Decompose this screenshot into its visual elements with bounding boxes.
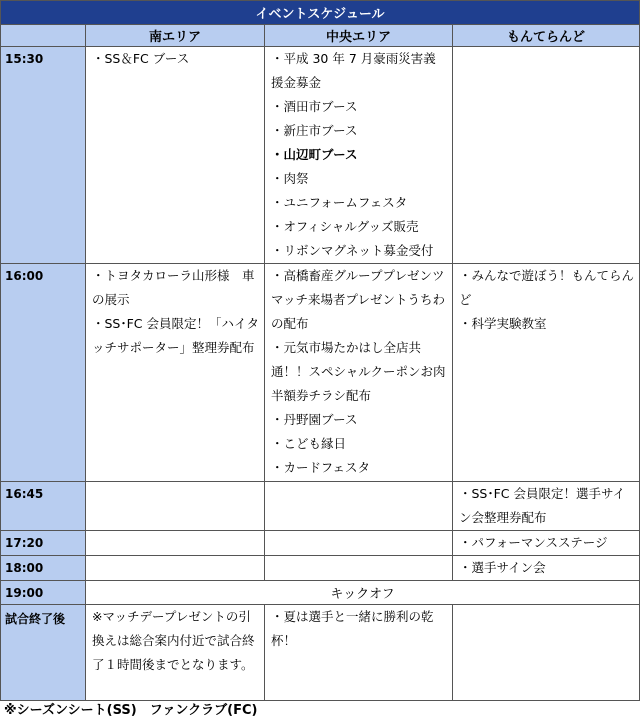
event-item: ・SS･FC 会員限定！「ハイタッチサポーター」整理券配布 bbox=[92, 316, 260, 355]
cell-minami bbox=[86, 605, 265, 701]
cell-monte bbox=[453, 47, 640, 264]
event-item: ・リボンマグネット募金受付 bbox=[271, 243, 434, 258]
header-minami: 南エリア bbox=[86, 25, 265, 47]
schedule-row bbox=[1, 581, 640, 605]
cell-chuo bbox=[265, 264, 453, 482]
cell-minami bbox=[86, 482, 265, 531]
schedule-row bbox=[1, 531, 640, 556]
event-item: ・トヨタカローラ山形様 車の展示 bbox=[92, 268, 255, 307]
event-item: ・酒田市ブース bbox=[271, 99, 358, 114]
event-item: ・新庄市ブース bbox=[271, 123, 358, 138]
time-cell: 19:00 bbox=[1, 581, 86, 605]
cell-chuo bbox=[265, 47, 453, 264]
event-item: ・パフォーマンスステージ bbox=[459, 535, 608, 550]
header-chuo: 中央エリア bbox=[265, 25, 453, 47]
schedule-title: イベントスケジュール bbox=[1, 1, 640, 25]
time-cell: 16:00 bbox=[1, 264, 86, 482]
cell-chuo bbox=[265, 482, 453, 531]
event-item: ・高橋畜産グループプレゼンツマッチ来場者プレゼントうちわの配布 bbox=[271, 268, 446, 331]
schedule-row bbox=[1, 482, 640, 531]
event-item: ・元気市場たかはし全店共通！！スペシャルクーポンお肉半額券チラシ配布 bbox=[271, 340, 446, 403]
footnote: ※シーズンシート(SS) ファンクラブ(FC) bbox=[4, 703, 258, 718]
cell-chuo bbox=[265, 605, 453, 701]
time-cell: 16:45 bbox=[1, 482, 86, 531]
event-item: ・オフィシャルグッズ販売 bbox=[271, 219, 419, 234]
schedule-row bbox=[1, 264, 640, 482]
schedule-row bbox=[1, 605, 640, 701]
cell-chuo bbox=[265, 531, 453, 556]
event-item: ※マッチデープレゼントの引換えは総合案内付近で試合終了１時間後までとなります。 bbox=[92, 609, 255, 672]
schedule-row bbox=[1, 556, 640, 581]
time-cell: 17:20 bbox=[1, 531, 86, 556]
event-item: ・肉祭 bbox=[271, 171, 309, 186]
event-item: ・科学実験教室 bbox=[459, 316, 547, 331]
event-item: ・選手サイン会 bbox=[459, 560, 546, 575]
event-item: ・夏は選手と一緒に勝利の乾杯！ bbox=[271, 609, 434, 648]
event-item: ・こども縁日 bbox=[271, 436, 347, 451]
cell-monte bbox=[453, 605, 640, 701]
cell-monte bbox=[453, 556, 640, 581]
cell-chuo bbox=[265, 556, 453, 581]
event-item: ・平成 30 年 7 月豪雨災害義援金募金 bbox=[271, 51, 436, 90]
kickoff-cell: キックオフ bbox=[86, 581, 640, 605]
time-cell: 18:00 bbox=[1, 556, 86, 581]
event-item: ・ユニフォームフェスタ bbox=[271, 195, 408, 210]
cell-minami bbox=[86, 531, 265, 556]
cell-monte bbox=[453, 531, 640, 556]
event-item: ・丹野園ブース bbox=[271, 412, 358, 427]
event-item: ・SS＆FC ブース bbox=[92, 51, 190, 66]
time-cell: 試合終了後 bbox=[1, 605, 86, 701]
header-monte: もんてらんど bbox=[453, 25, 640, 47]
cell-monte bbox=[453, 264, 640, 482]
event-item: ・カードフェスタ bbox=[271, 460, 371, 475]
cell-minami bbox=[86, 264, 265, 482]
event-item: ・山辺町ブース bbox=[271, 147, 358, 162]
event-item: ・SS･FC 会員限定！選手サイン会整理券配布 bbox=[459, 486, 626, 525]
cell-minami bbox=[86, 556, 265, 581]
header-row bbox=[1, 25, 640, 47]
cell-minami bbox=[86, 47, 265, 264]
header-blank bbox=[1, 25, 86, 47]
time-cell: 15:30 bbox=[1, 47, 86, 264]
schedule-row bbox=[1, 47, 640, 264]
event-item: ・みんなで遊ぼう！もんてらんど bbox=[459, 268, 635, 307]
cell-monte bbox=[453, 482, 640, 531]
